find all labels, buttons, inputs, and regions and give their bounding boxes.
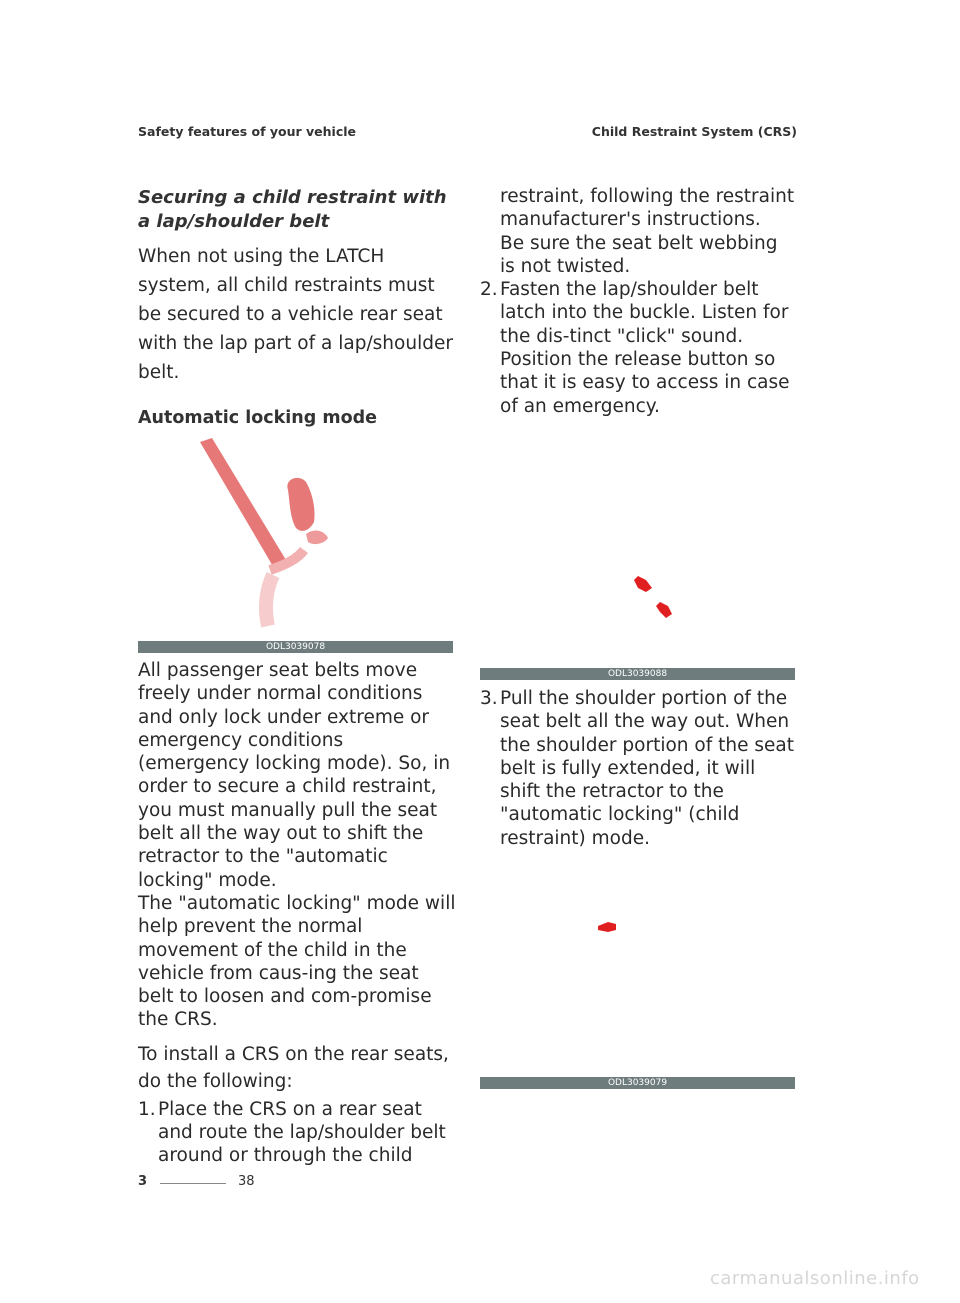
right-column-step-3 (480, 687, 798, 850)
footer-divider (160, 1183, 226, 1184)
intro-paragraph: When not using the LATCH system, all child restraints must be secured to a vehicle rear seat with the lap part of a lap/shoulder belt. (138, 246, 453, 383)
running-header-left: Safety features of your vehicle (138, 124, 356, 139)
step-3-text: Pull the shoulder portion of the seat belt all the way out. When the shoulder portion of the seat belt is fully extended, it will shift the retractor to the "automatic locking" (child restraint) mode. (500, 688, 794, 849)
right-column (480, 185, 798, 418)
step-2-note: Position the release button so that it is easy to access in case of an emergency. (500, 349, 790, 417)
watermark: carmanualsonline.info (710, 1268, 920, 1289)
footer-section-number: 3 (138, 1174, 148, 1189)
section-heading: Securing a child restraint with a lap/shoulder belt (138, 187, 447, 232)
figure-3-caption: ODL3039079 (480, 1077, 795, 1089)
step-1-number: 1. (138, 1098, 156, 1120)
shoulder-belt-shape (200, 438, 286, 568)
step-1-continued-text: restraint, following the restraint manufacturer's instructions. (500, 186, 795, 231)
paragraph-automatic-locking: The "automatic locking" mode will help prevent the normal movement of the child in the vehicle from caus-ing the seat belt to loosen and com-promise the CRS. (138, 892, 456, 1031)
list-item-step-3 (480, 687, 798, 850)
list-item-step-2 (480, 278, 798, 418)
paragraph-install-intro: To install a CRS on the rear seats, do the following: (138, 1043, 449, 1092)
list-item-step-1 (138, 1098, 456, 1168)
seat-belt-figure-3 (480, 850, 795, 1070)
step-1-text: Place the CRS on a rear seat and route the lap/shoulder belt around or through the child (158, 1098, 446, 1167)
step-1-continued (480, 185, 798, 278)
buckle-shape (287, 478, 314, 531)
left-column-body (138, 659, 456, 1168)
step-3-number: 3. (480, 688, 498, 709)
paragraph-locking-mode: All passenger seat belts move freely under normal conditions and only lock under extreme or emergency conditions (emergency locking mode). So, in order to secure a child restraint, you must manually pull the seat belt all the way out to shift the retractor to the "automatic locking" mode. (138, 660, 451, 891)
arrow-shape-2 (656, 602, 672, 618)
seat-belt-figure-2 (480, 430, 795, 660)
running-header-right: Child Restraint System (CRS) (591, 124, 797, 139)
arrow-shape-3 (598, 922, 616, 932)
step-2-number: 2. (480, 279, 498, 301)
figure-1-caption: ODL3039078 (138, 641, 453, 653)
left-column (138, 186, 456, 430)
subheading: Automatic locking mode (138, 408, 378, 428)
footer-page-number: 38 (238, 1174, 255, 1189)
figure-2-caption: ODL3039088 (480, 668, 795, 680)
arrow-shape-1 (634, 576, 652, 592)
latch-shape (306, 531, 328, 545)
step-2-text: Fasten the lap/shoulder belt latch into the buckle. Listen for the dis-tinct "click" sound. (500, 279, 789, 347)
step-1-note: Be sure the seat belt webbing is not twisted. (500, 232, 778, 277)
lower-belt-shape (266, 575, 273, 626)
seat-belt-figure-1 (138, 430, 453, 630)
